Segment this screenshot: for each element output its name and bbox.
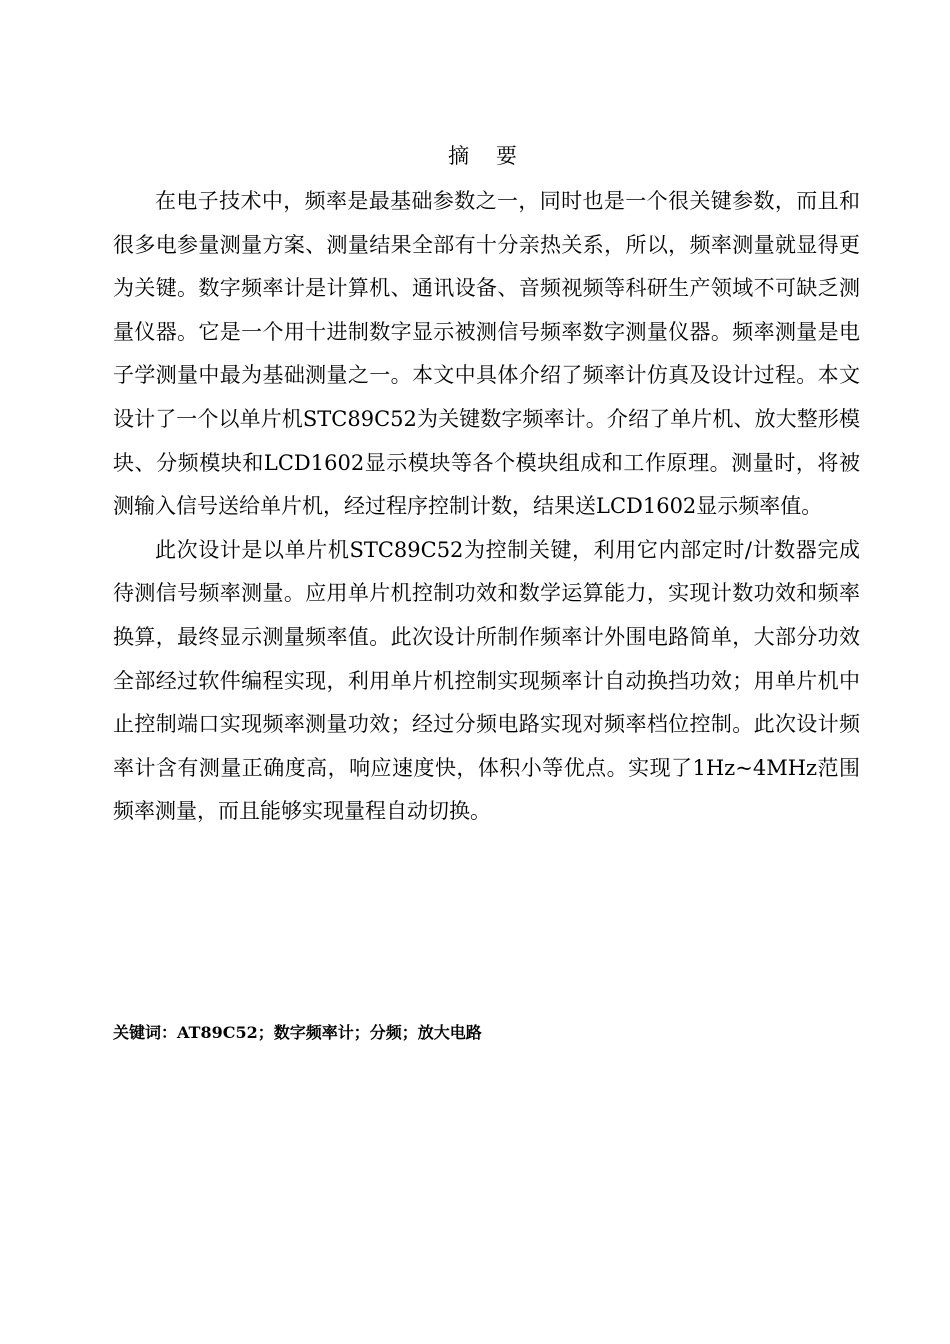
- abstract-paragraph-2: 此次设计是以单片机STC89C52为控制关键，利用它内部定时/计数器完成待测信号频率测量。应用单片机控制功效和数学运算能力，实现计数功效和频率换算，最终显示测量频率值。此次设计所制作频率计外围电路简单，大部分功效全部经过软件编程实现，利用单片机控制实现频率计自动换挡功效；用单片机中止控制端口实现频率测量功效；经过分频电路实现对频率档位控制。此次设计频率计含有测量正确度高，响应速度快，体积小等优点。实现了1Hz~4MHz范围频率测量，而且能够实现量程自动切换。: [113, 537, 860, 824]
- abstract-body: [113, 180, 860, 834]
- keywords-line: 关键词：AT89C52；数字频率计；分频；放大电路: [113, 1023, 482, 1042]
- abstract-title: 摘 要: [448, 144, 527, 168]
- abstract-paragraph-1: 在电子技术中，频率是最基础参数之一，同时也是一个很关键参数，而且和很多电参量测量方案、测量结果全部有十分亲热关系，所以，频率测量就显得更为关键。数字频率计是计算机、通讯设备、音频视频等科研生产领域不可缺乏测量仪器。它是一个用十进制数字显示被测信号频率数字测量仪器。频率测量是电子学测量中最为基础测量之一。本文中具体介绍了频率计仿真及设计过程。本文设计了一个以单片机STC89C52为关键数字频率计。介绍了单片机、放大整形模块、分频模块和LCD1602显示模块等各个模块组成和工作原理。测量时，将被测输入信号送给单片机，经过程序控制计数，结果送LCD1602显示频率值。: [113, 189, 860, 519]
